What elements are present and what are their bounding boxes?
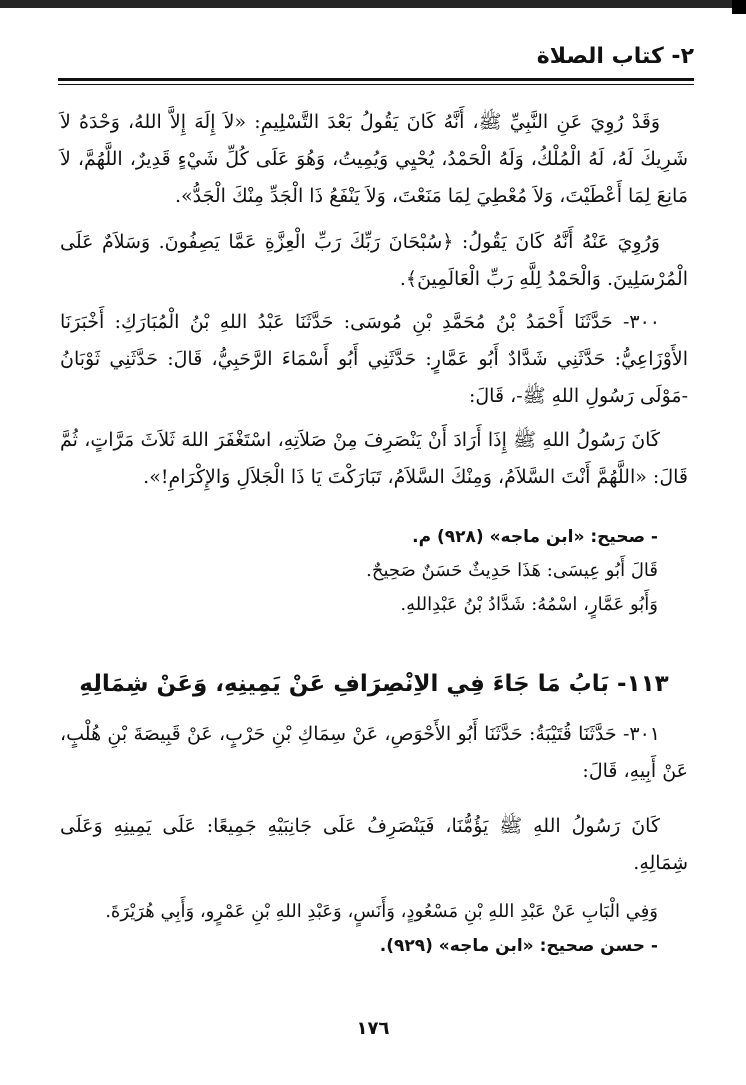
- isnad-text: ٣٠١- حَدَّثَنَا قُتَيْبَةُ: حَدَّثَنَا أَبُو الأَحْوَصِ، عَنْ سِمَاكِ بْنِ حَرْبٍ، عَنْ قَبِيصَةَ بْنِ هُلْبٍ، عَنْ أَبِيهِ، قَالَ:: [60, 723, 688, 782]
- hadith-300-matn: [60, 422, 688, 496]
- grading-note: - صحيح: «ابن ماجه» (٩٢٨) م.: [412, 527, 658, 547]
- header-rule-thick: [58, 78, 694, 81]
- hadith-300-notes: [60, 520, 688, 622]
- header-rule-thin: [58, 84, 694, 85]
- scan-top-edge: [0, 0, 746, 8]
- isnad-text: ٣٠٠- حَدَّثَنَا أَحْمَدُ بْنُ مُحَمَّدِ بْنِ مُوسَى: حَدَّثَنَا عَبْدُ اللهِ بْنُ الْمُبَارَكِ: أَخْبَرَنَا الأَوْزَاعِيُّ: حَدَّثَنِي شَدَّادٌ أَبُو عَمَّارٍ: حَدَّثَنِي أَبُو أَسْمَاءَ الرَّحَبِيُّ، قَالَ: حَدَّثَنِي ثَوْبَانُ -مَوْلَى رَسُولِ اللهِ ﷺ-، قَالَ:: [60, 311, 688, 407]
- matn-text: كَانَ رَسُولُ اللهِ ﷺ إِذَا أَرَادَ أَنْ يَنْصَرِفَ مِنْ صَلاَتِهِ، اسْتَغْفَرَ اللهَ ثَلاَثَ مَرَّاتٍ، ثُمَّ قَالَ: «اللَّهُمَّ أَنْتَ السَّلاَمُ، وَمِنْكَ السَّلاَمُ، تَبَارَكْتَ يَا ذَا الْجَلاَلِ وَالإِكْرَامِ!».: [60, 429, 688, 488]
- narrator-name-note: وَأَبُو عَمَّارٍ، اسْمُهُ: شَدَّادُ بْنُ عَبْدِاللهِ.: [400, 594, 658, 615]
- related-narrations-note: وَفِي الْبَابِ عَنْ عَبْدِ اللهِ بْنِ مَسْعُودٍ، وَأَنَسٍ، وَعَبْدِ اللهِ بْنِ عَمْرٍو، وَأَبِي هُرَيْرَةَ.: [105, 901, 658, 922]
- page-number: ١٧٦: [356, 1018, 390, 1039]
- paragraph-text: وَقَدْ رُوِيَ عَنِ النَّبِيِّ ﷺ، أَنَّهُ كَانَ يَقُولُ بَعْدَ التَّسْلِيمِ: «لاَ إِلَهَ إِلاَّ اللهُ، وَحْدَهُ لاَ شَرِيكَ لَهُ، لَهُ الْمُلْكُ، وَلَهُ الْحَمْدُ، يُحْيِي وَيُمِيتُ، وَهُوَ عَلَى كُلِّ شَيْءٍ قَدِيرٌ، اللَّهُمَّ، لاَ مَانِعَ لِمَا أَعْطَيْتَ، وَلاَ مُعْطِيَ لِمَا مَنَعْتَ، وَلاَ يَنْفَعُ ذَا الْجَدِّ مِنْكَ الْجَدُّ».: [60, 111, 688, 207]
- running-header: ٢- كتاب الصلاة: [536, 44, 694, 69]
- matn-text: كَانَ رَسُولُ اللهِ ﷺ يَؤُمُّنَا، فَيَنْصَرِفُ عَلَى جَانِبَيْهِ جَمِيعًا: عَلَى يَمِينِهِ وَعَلَى شِمَالِهِ.: [60, 815, 688, 874]
- paragraph-text: وَرُوِيَ عَنْهُ أَنَّهُ كَانَ يَقُولُ: ﴿سُبْحَانَ رَبِّكَ رَبِّ الْعِزَّةِ عَمَّا يَصِفُونَ. وَسَلاَمٌ عَلَى الْمُرْسَلِينَ. وَالْحَمْدُ لِلَّهِ رَبِّ الْعَالَمِينَ﴾.: [60, 231, 688, 290]
- scan-corner-mark: [732, 0, 746, 14]
- hadith-301-notes: [60, 895, 688, 963]
- grading-note: - حسن صحيح: «ابن ماجه» (٩٢٩).: [379, 936, 658, 956]
- paragraph-hadith-tasleem: [60, 104, 688, 215]
- paragraph-quran-verse: [60, 224, 688, 298]
- chapter-heading: ١١٣- بَابُ مَا جَاءَ فِي الاِنْصِرَافِ عَنْ يَمِينِهِ، وَعَنْ شِمَالِهِ: [79, 671, 669, 697]
- hadith-300-isnad: [60, 304, 688, 415]
- hadith-301-matn: [60, 808, 688, 882]
- hadith-301-isnad: [60, 716, 688, 790]
- tirmidhi-comment: قَالَ أَبُو عِيسَى: هَذَا حَدِيثٌ حَسَنٌ صَحِيحٌ.: [366, 560, 658, 581]
